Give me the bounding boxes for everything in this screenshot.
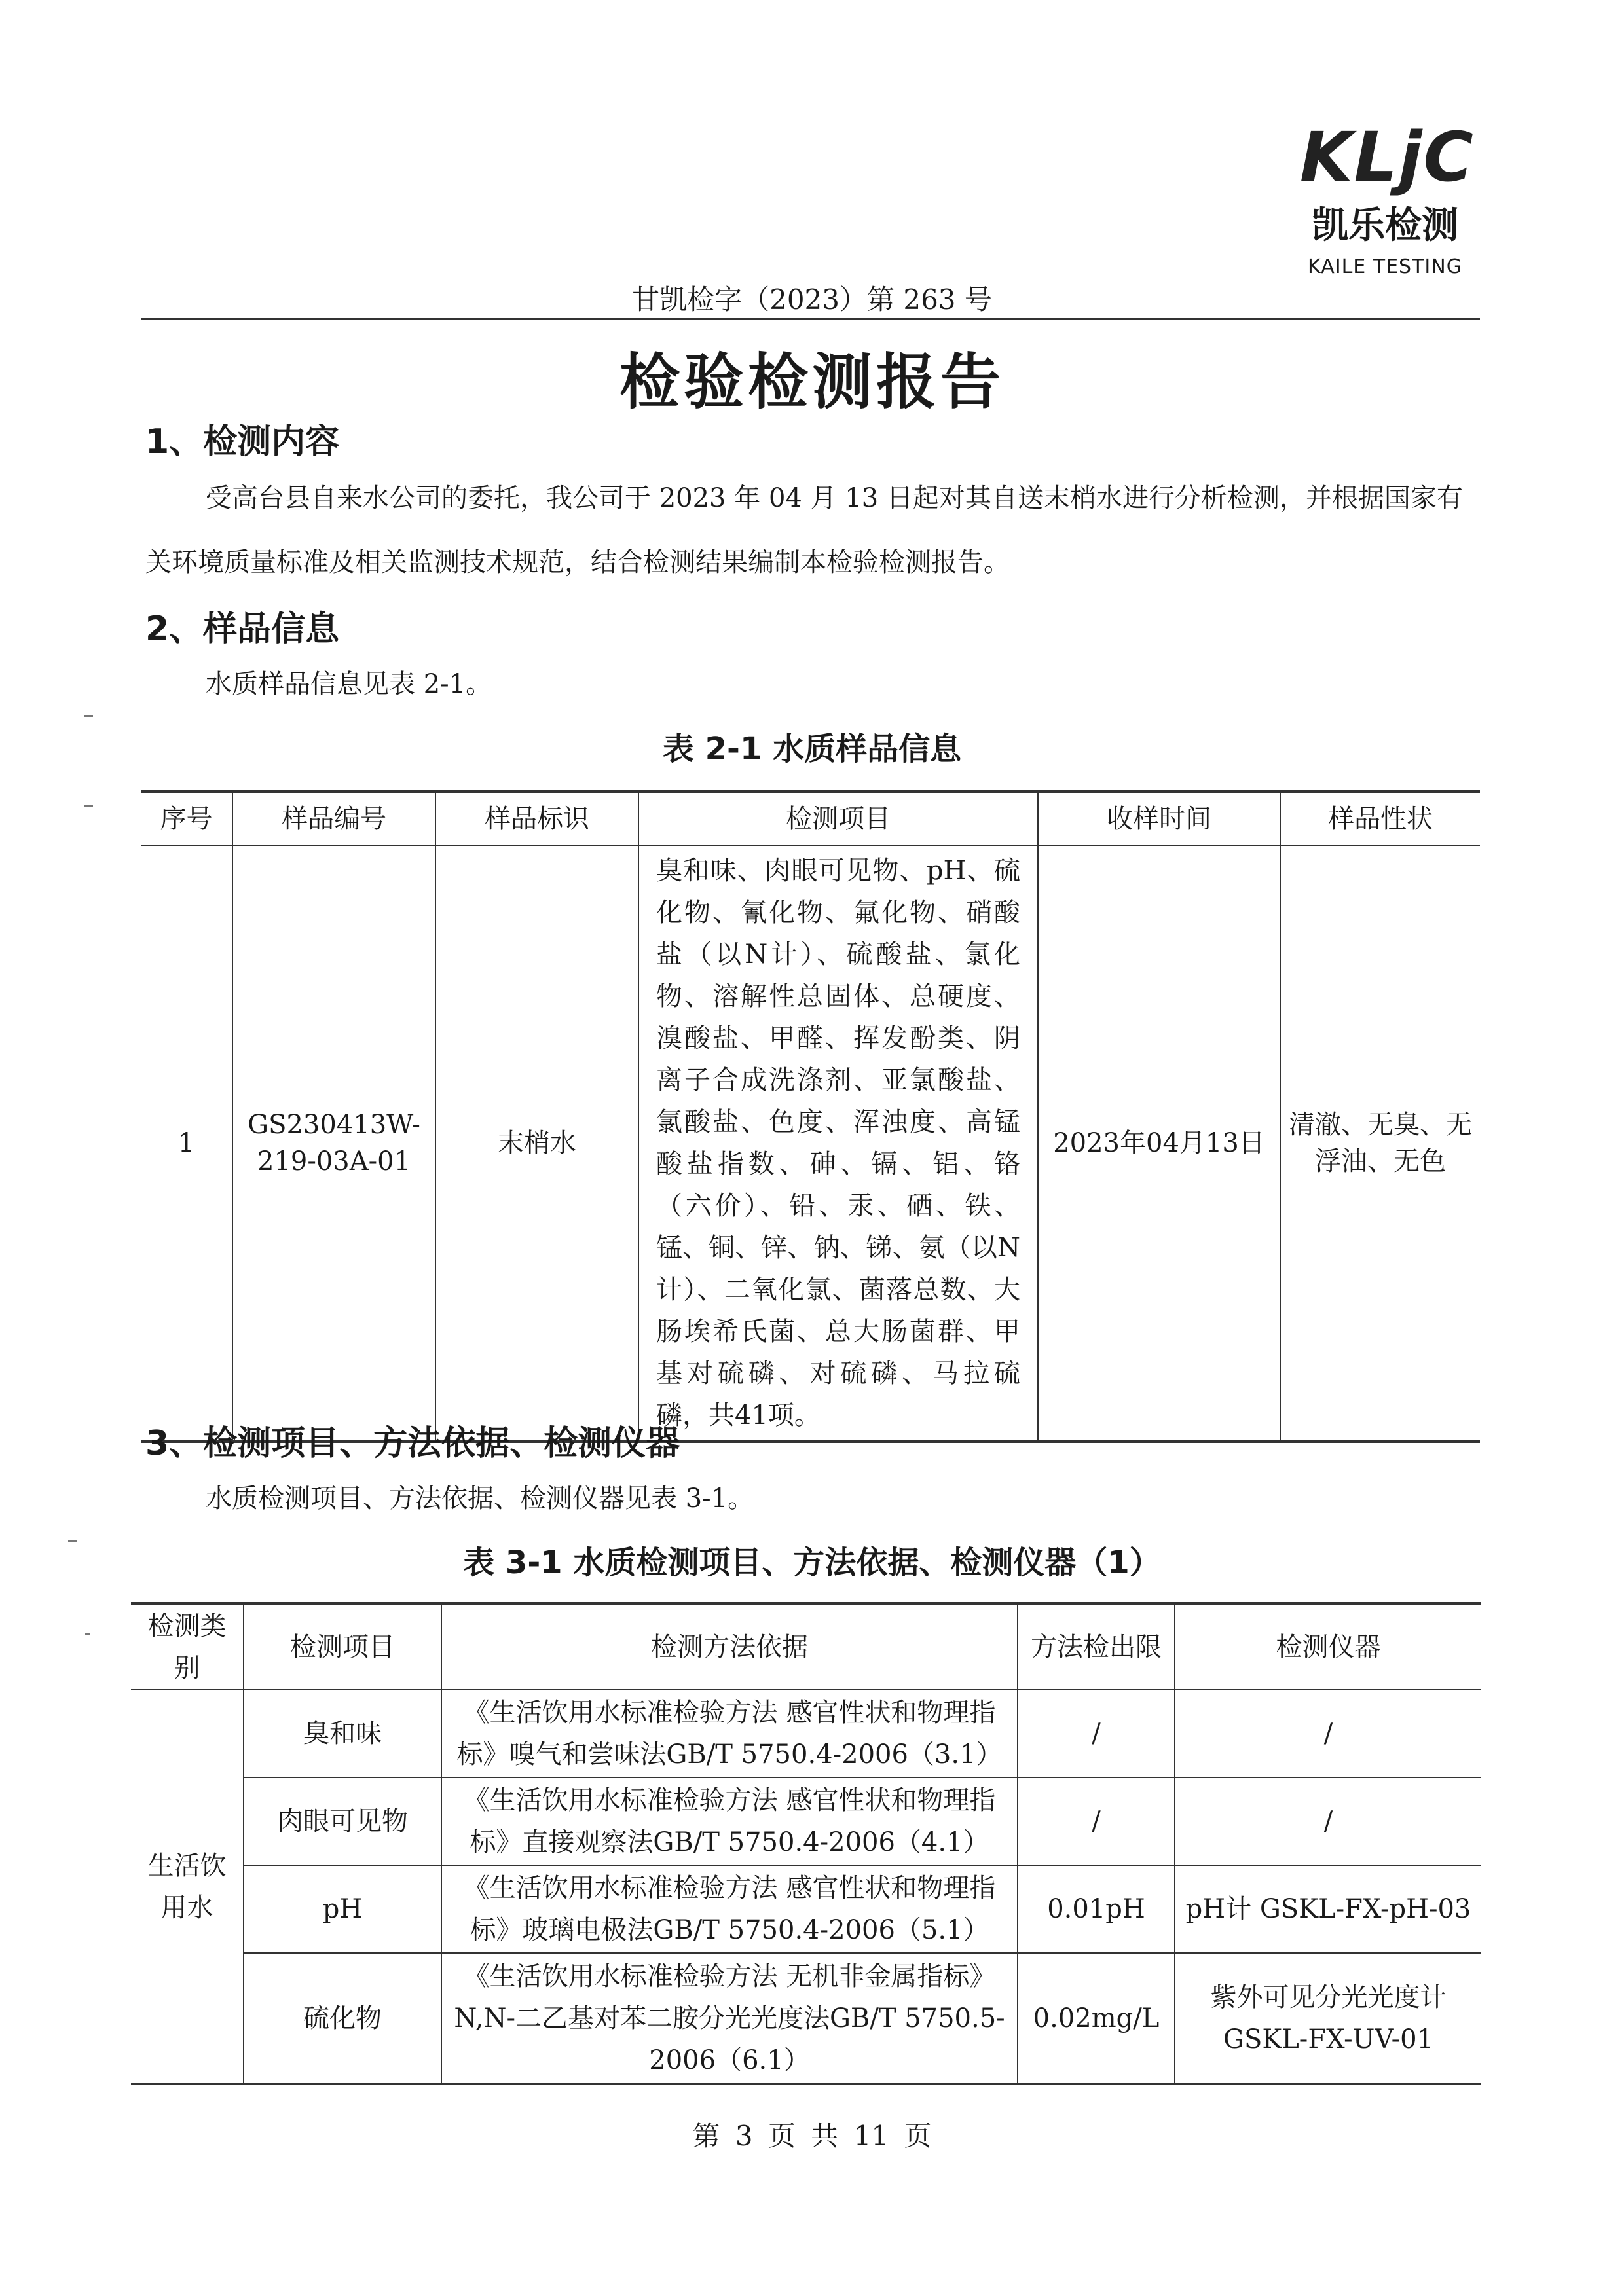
- sample-info-table: [141, 790, 1480, 1443]
- column-header: 检测项目: [244, 1603, 441, 1690]
- test-items: 臭和味、肉眼可见物、pH、硫化物、氰化物、氟化物、硝酸盐（以N计）、硫酸盐、氯化物、溶解性总固体、总硬度、溴酸盐、甲醛、挥发酚类、阴离子合成洗涤剂、亚氯酸盐、氯酸盐、色度、浑浊度、高锰酸盐指数、砷、镉、铝、铬（六价）、铅、汞、硒、铁、锰、铜、锌、钠、锑、氨（以N计）、二氧化氯、菌落总数、大肠埃希氏菌、总大肠菌群、甲基对硫磷、对硫磷、马拉硫磷，共41项。: [638, 845, 1038, 1442]
- section-heading-3: 3、检测项目、方法依据、检测仪器: [145, 1424, 680, 1463]
- sample-state: 清澈、无臭、无浮油、无色: [1280, 845, 1480, 1442]
- table-2-1-caption: 表 2-1 水质样品信息: [662, 731, 962, 767]
- sample-code: GS230413W-219-03A-01: [232, 845, 435, 1442]
- test-method: 《生活饮用水标准检验方法 无机非金属指标》N,N-二乙基对苯二胺分光光度法GB/T 5750.5-2006（6.1）: [441, 1953, 1018, 2084]
- column-header: 收样时间: [1038, 792, 1280, 845]
- detection-limit: 0.02mg/L: [1018, 1953, 1175, 2084]
- column-header: 方法检出限: [1018, 1603, 1175, 1690]
- test-item: 臭和味: [244, 1690, 441, 1777]
- column-header: 检测仪器: [1175, 1603, 1481, 1690]
- sample-mark: 末梢水: [435, 845, 638, 1442]
- scan-mark: [84, 805, 93, 807]
- sample-serial: 1: [141, 845, 232, 1442]
- column-header: 检测项目: [638, 792, 1038, 845]
- test-item: pH: [244, 1865, 441, 1953]
- page-number: 第 3 页 共 11 页: [692, 2120, 932, 2152]
- table-header-row: [131, 1603, 1481, 1690]
- test-instrument: /: [1175, 1777, 1481, 1865]
- detection-limit: /: [1018, 1777, 1175, 1865]
- company-logo-mark: KLjC: [1300, 117, 1475, 197]
- table-header-row: [141, 792, 1480, 845]
- table-row: [131, 1865, 1481, 1953]
- test-method: 《生活饮用水标准检验方法 感官性状和物理指标》玻璃电极法GB/T 5750.4-2006（5.1）: [441, 1865, 1018, 1953]
- column-header: 样品性状: [1280, 792, 1480, 845]
- table-row: [131, 1777, 1481, 1865]
- section-heading-1: 1、检测内容: [145, 422, 340, 462]
- detection-limit: 0.01pH: [1018, 1865, 1175, 1953]
- test-instrument: pH计 GSKL-FX-pH-03: [1175, 1865, 1481, 1953]
- column-header: 检测类别: [131, 1603, 244, 1690]
- table-3-1-caption: 表 3-1 水质检测项目、方法依据、检测仪器（1）: [463, 1544, 1161, 1581]
- test-instrument: /: [1175, 1690, 1481, 1777]
- column-header: 序号: [141, 792, 232, 845]
- section-heading-2: 2、样品信息: [145, 610, 340, 649]
- method-instrument-table: [131, 1602, 1481, 2085]
- test-instrument: 紫外可见分光光度计 GSKL-FX-UV-01: [1175, 1953, 1481, 2084]
- table-row: [131, 1953, 1481, 2084]
- test-method: 《生活饮用水标准检验方法 感官性状和物理指标》直接观察法GB/T 5750.4-2006（4.1）: [441, 1777, 1018, 1865]
- table-row: [131, 1690, 1481, 1777]
- scan-mark: [85, 1633, 90, 1635]
- report-title: 检验检测报告: [619, 347, 1005, 417]
- column-header: 检测方法依据: [441, 1603, 1018, 1690]
- detection-limit: /: [1018, 1690, 1175, 1777]
- section-2-text: 水质样品信息见表 2-1。: [206, 669, 492, 699]
- test-method: 《生活饮用水标准检验方法 感官性状和物理指标》嗅气和尝味法GB/T 5750.4-2006（3.1）: [441, 1690, 1018, 1777]
- section-3-text: 水质检测项目、方法依据、检测仪器见表 3-1。: [206, 1484, 754, 1514]
- test-item: 硫化物: [244, 1953, 441, 2084]
- company-logo-name-en: KAILE TESTING: [1308, 255, 1462, 278]
- column-header: 样品编号: [232, 792, 435, 845]
- section-1-text: 受高台县自来水公司的委托，我公司于 2023 年 04 月 13 日起对其自送末梢水进行分析检测，并根据国家有关环境质量标准及相关监测技术规范，结合检测结果编制本检验检测报告。: [145, 483, 1463, 577]
- scan-mark: [84, 715, 93, 717]
- table-row: [141, 845, 1480, 1442]
- header-divider: [141, 318, 1480, 320]
- test-item: 肉眼可见物: [244, 1777, 441, 1865]
- company-logo-name-cn: 凯乐检测: [1312, 204, 1458, 247]
- test-category: 生活饮用水: [131, 1690, 244, 2084]
- column-header: 样品标识: [435, 792, 638, 845]
- receive-time: 2023年04月13日: [1038, 845, 1280, 1442]
- document-number: 甘凯检字（2023）第 263 号: [632, 283, 992, 316]
